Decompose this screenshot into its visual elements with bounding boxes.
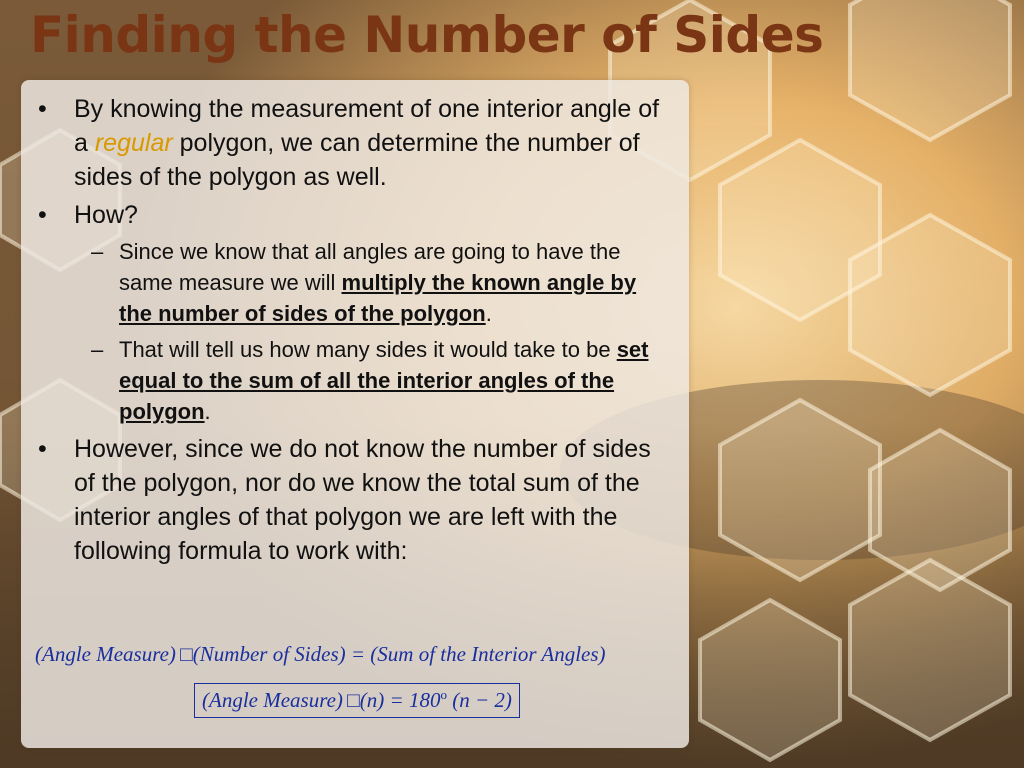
sub-bullet-text: .: [485, 301, 492, 326]
bullet-text: By knowing the measurement of one interior angle of a: [74, 95, 660, 157]
dash-icon: –: [91, 239, 104, 264]
strong-text: multiply the known angle by the number of sides of the polygon: [119, 270, 637, 326]
bullet-list: [21, 92, 689, 572]
formula-right: (n − 2): [452, 688, 512, 712]
formula-left: (Angle Measure) □(n) = 180: [202, 688, 441, 712]
bullet-icon: •: [38, 95, 47, 123]
bullet-item: [21, 92, 689, 194]
sub-bullet-item: [21, 334, 689, 427]
bullet-icon: •: [38, 201, 47, 229]
bullet-text: How?: [74, 201, 138, 229]
content-panel: [21, 80, 689, 748]
strong-text: set equal to the sum of all the interior angles of the polygon: [119, 337, 649, 424]
formula-boxed: [194, 683, 520, 718]
formula-general: (Angle Measure) □(Number of Sides) = (Sum of the Interior Angles): [35, 642, 606, 666]
bullet-icon: •: [38, 435, 47, 463]
degree-mark: o: [440, 687, 447, 702]
emphasis-text: regular: [94, 129, 173, 157]
sub-bullet-text: Since we know that all angles are going to have the same measure we will: [119, 239, 621, 295]
sub-bullet-text: .: [204, 399, 211, 424]
slide-title: Finding the Number of Sides: [30, 6, 824, 64]
sub-bullet-text: That will tell us how many sides it would take to be: [119, 337, 617, 362]
bullet-text: polygon, we can determine the number of sides of the polygon as well.: [74, 129, 640, 191]
bullet-item: [21, 198, 689, 232]
bullet-item: [21, 432, 689, 568]
sub-bullet-item: [21, 236, 689, 329]
dash-icon: –: [91, 337, 104, 362]
bullet-text: However, since we do not know the number of sides of the polygon, nor do we know the total sum of the interior angles of that polygon we are left with the following formula to work with:: [74, 435, 651, 565]
